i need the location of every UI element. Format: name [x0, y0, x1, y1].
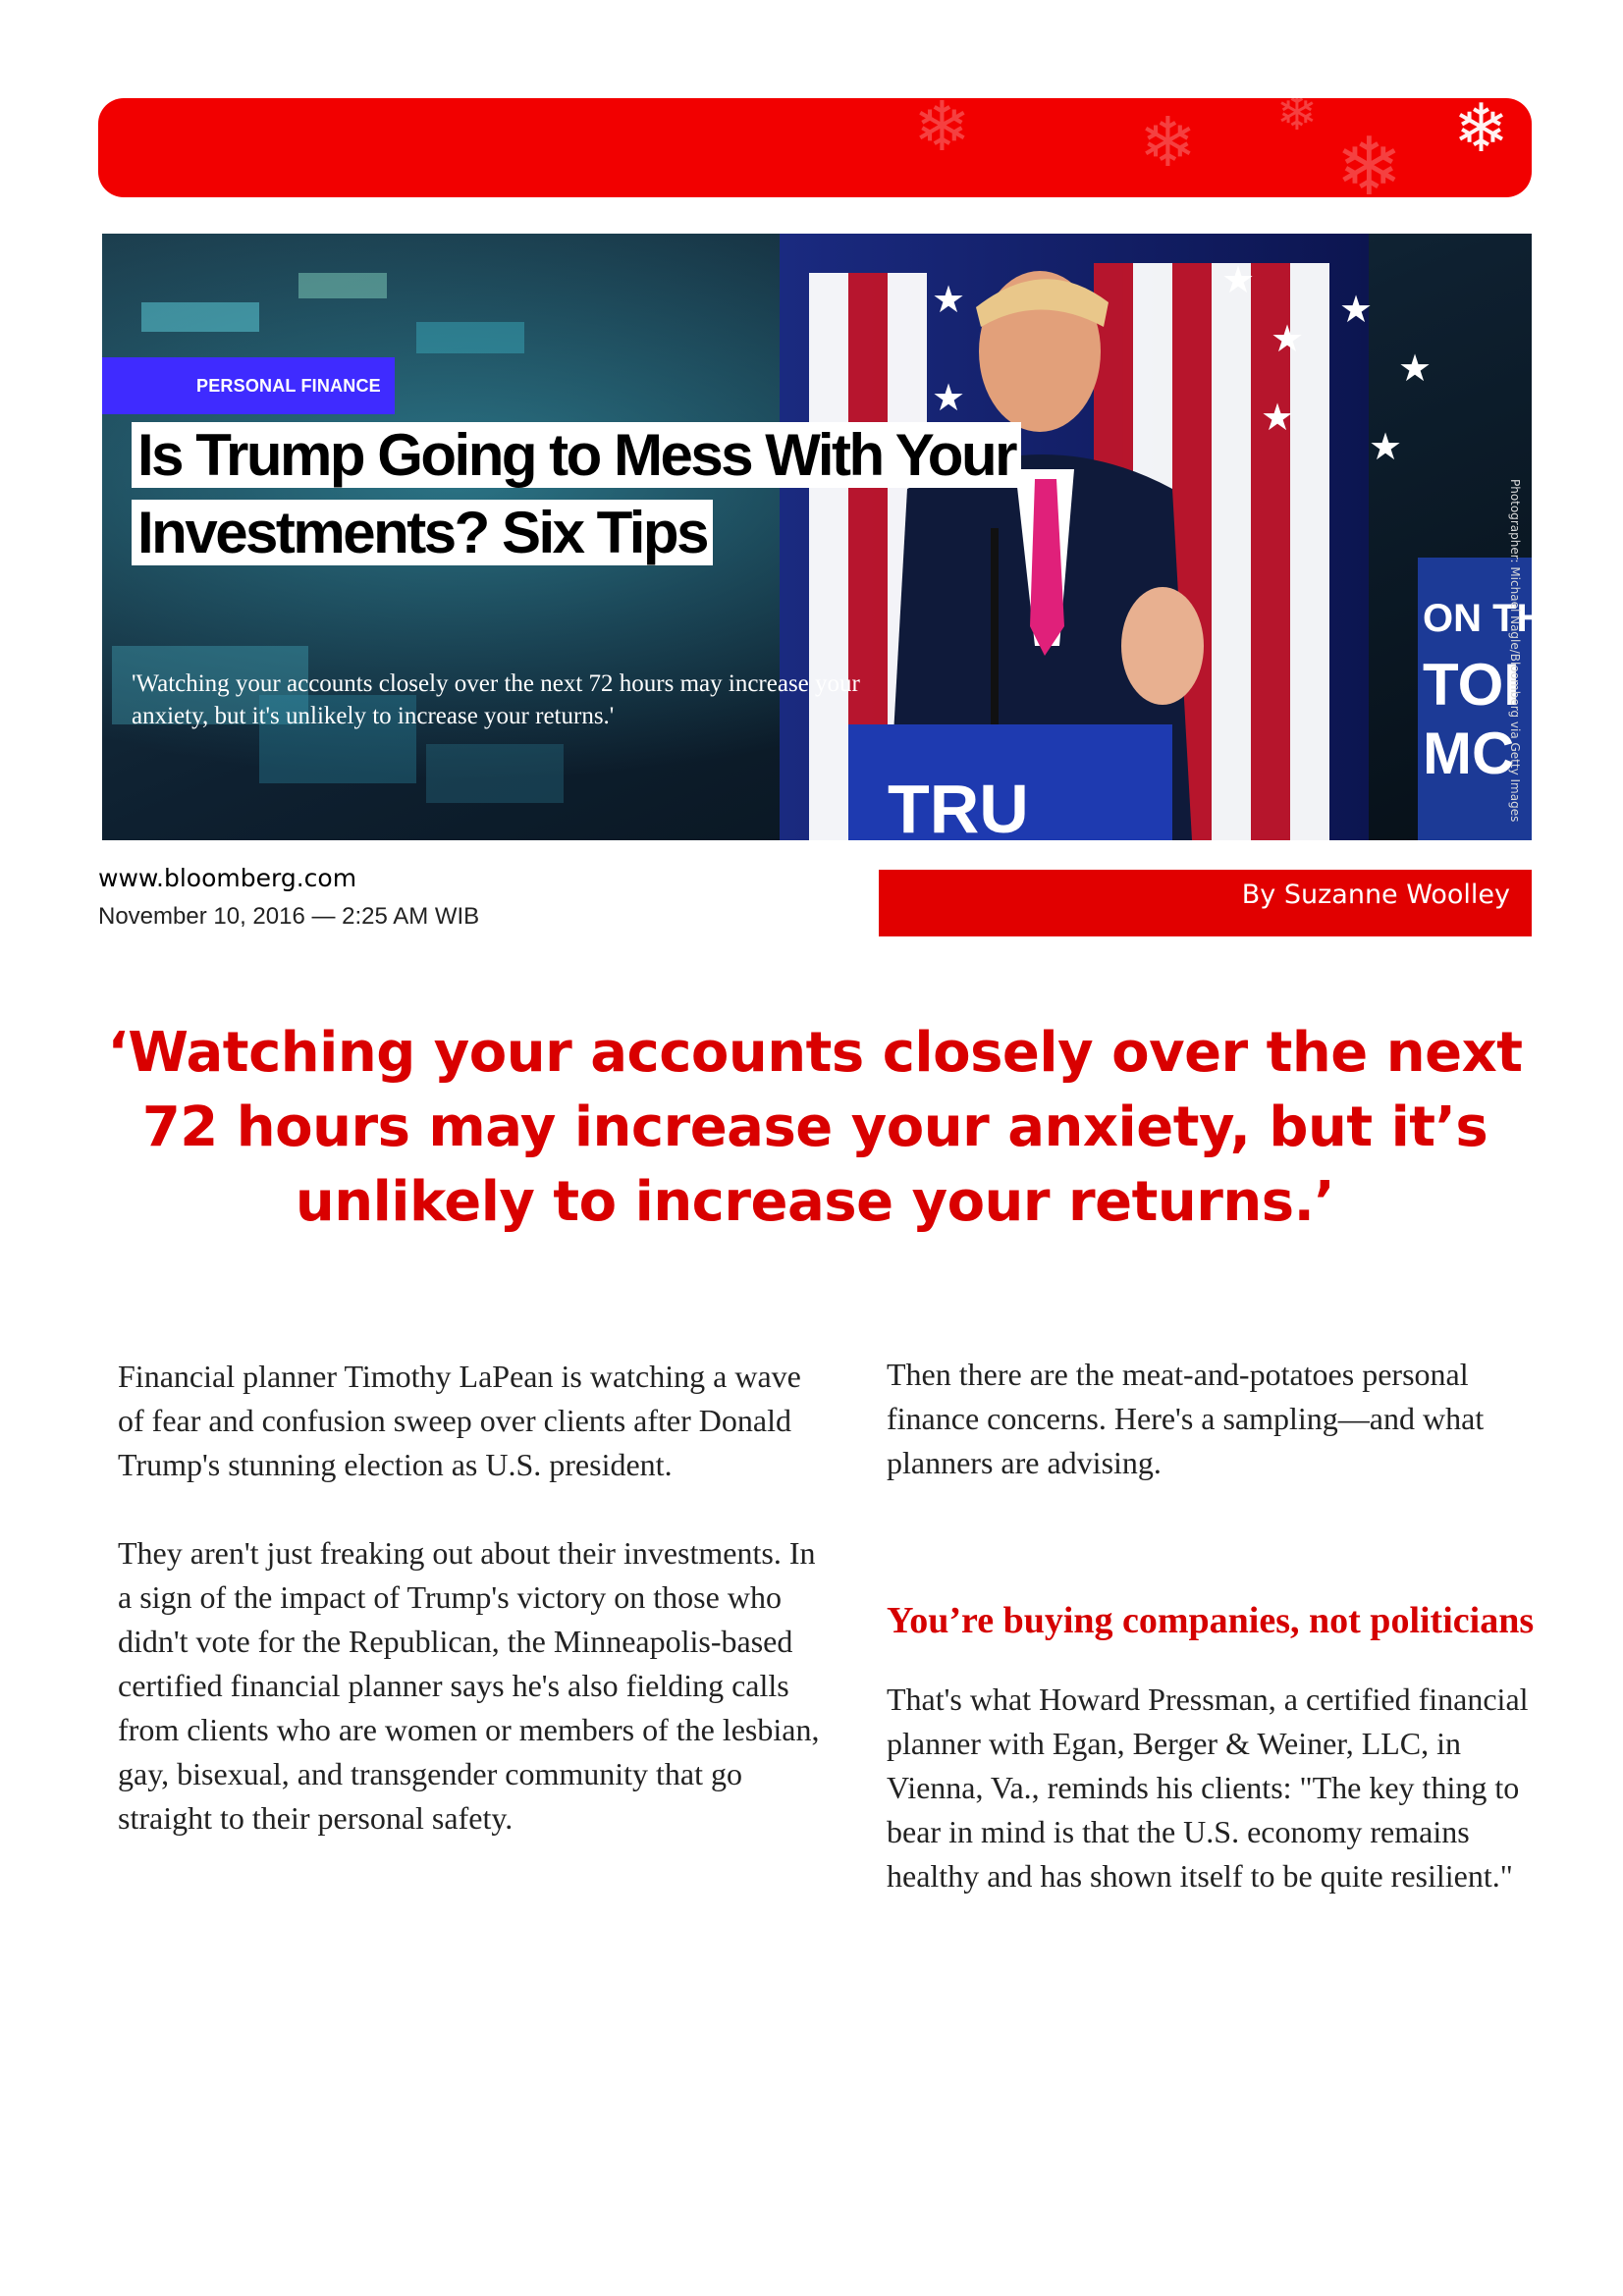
svg-text:★: ★: [1369, 425, 1403, 468]
photo-credit: Photographer: Michael Nagle/Bloomberg via Getty Images: [1508, 479, 1522, 823]
svg-text:★: ★: [1398, 347, 1433, 390]
svg-text:★: ★: [1261, 396, 1295, 439]
article-left-column: [118, 1355, 825, 1841]
article-right-column: [887, 1353, 1535, 1898]
paragraph: Financial planner Timothy LaPean is watching a wave of fear and confusion sweep over clients after Donald Trump's stunning election as U.S. president.: [118, 1359, 801, 1482]
section-label: PERSONAL FINANCE: [102, 357, 395, 414]
site-url[interactable]: www.bloomberg.com: [98, 864, 357, 892]
svg-text:TOI: TOI: [1423, 652, 1520, 718]
svg-text:TRU: TRU: [888, 771, 1029, 847]
svg-text:★: ★: [932, 376, 966, 419]
section-subheading: You’re buying companies, not politicians: [887, 1600, 1535, 1641]
snowflake-icon: ❄: [1139, 102, 1197, 183]
snowflake-icon: ❄: [1276, 84, 1318, 141]
svg-text:★: ★: [932, 278, 966, 321]
paragraph: That's what Howard Pressman, a certified financial planner with Egan, Berger & Weiner, LLC, in Vienna, Va., reminds his clients: "The key thing to bear in mind is that the U.S. economy remains healthy and has shown itself to be quite resilient.": [887, 1682, 1529, 1894]
svg-text:ON TH: ON TH: [1423, 597, 1545, 640]
snowflake-icon: ❄: [913, 86, 971, 167]
snowflake-icon: ❄: [1335, 121, 1403, 214]
paragraph: Then there are the meat-and-potatoes personal finance concerns. Here's a sampling—and what planners are advising.: [887, 1357, 1485, 1480]
svg-text:MC: MC: [1423, 721, 1515, 786]
paragraph: They aren't just freaking out about their investments. In a sign of the impact of Trump's victory on those who didn't vote for the Republican, the Minneapolis-based certified financial planner says he's also fielding calls from clients who are women or members of the lesbian, gay, bisexual, and transgender community that go straight to their personal safety.: [118, 1535, 820, 1836]
pull-quote: ‘Watching your accounts closely over the next 72 hours may increase your anxiety, but it’s unlikely to increase your returns.’: [107, 1021, 1523, 1234]
hero-headline: [132, 416, 1055, 571]
hero-image: [102, 234, 1545, 847]
top-banner: [98, 84, 1532, 214]
svg-text:★: ★: [1271, 317, 1305, 360]
svg-text:★: ★: [1339, 288, 1374, 331]
hero-headline-text: Is Trump Going to Mess With Your Investments? Six Tips: [132, 422, 1021, 565]
svg-text:★: ★: [1221, 258, 1256, 301]
publish-date: November 10, 2016 — 2:25 AM WIB: [98, 903, 480, 930]
snowflake-icon: ❄: [1453, 90, 1509, 168]
byline: By Suzanne Woolley: [879, 870, 1532, 936]
hero-quote: 'Watching your accounts closely over the next 72 hours may increase your anxiety, but it's unlikely to increase your returns.': [132, 670, 860, 729]
